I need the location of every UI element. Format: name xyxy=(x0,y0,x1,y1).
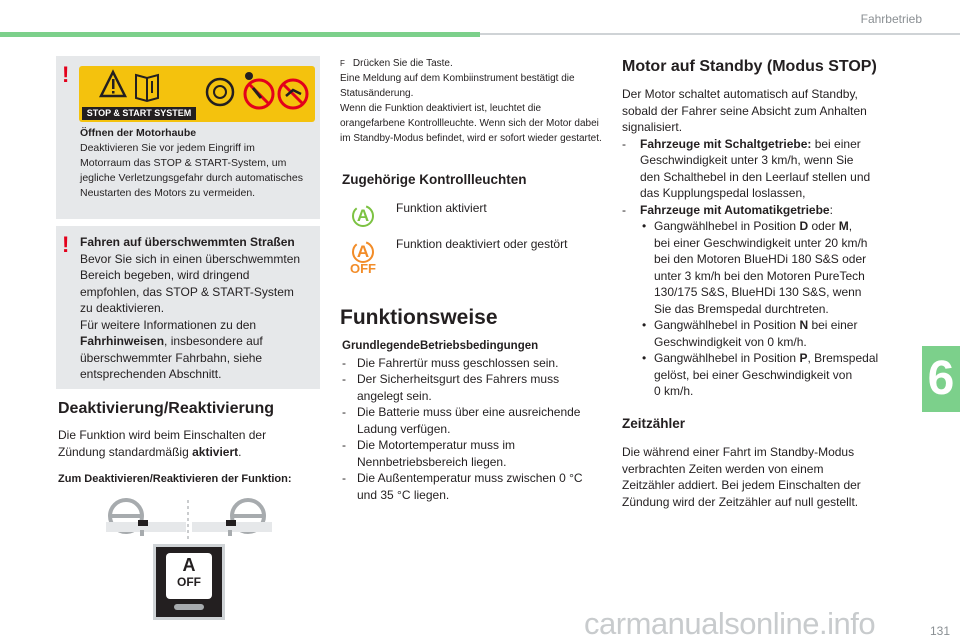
driving-tips-ref: Fahrhinweisen xyxy=(80,334,165,348)
warning-mark-icon: ! xyxy=(62,62,70,87)
deactivation-subheading: Zum Deaktivieren/Reaktivieren der Funktion: xyxy=(58,473,292,485)
conditions-list xyxy=(342,355,604,504)
header-rule xyxy=(480,33,960,35)
indicator-strip xyxy=(174,604,204,610)
button-face xyxy=(166,553,212,599)
hood-warning-title: Öffnen der Motorhaube xyxy=(80,127,197,139)
standby-text: Der Motor schaltet automatisch auf Standby, sobald der Fahrer seine Absicht zum Anhalten signalisiert. - Fahrzeuge mit Schaltgetriebe: bei einer Geschwindigkeit unter 3 km/h, wenn Sie den Schalthebel in den Leerlauf stellen und das Kupplungspedal loslassen, - Fahrzeuge mit Automatikgetriebe: • Gangwählhebel in Position D oder M, bei einer Geschwindigkeit unter 20 km/h bei den Motoren BlueHDi 180 S&S oder unter 3 km/h bei den Motoren PureTech 130/175 S&S, BlueHDi 130 S&S, wenn Sie das Bremspedal durchtreten. • Gangwählhebel in Position N bei einer Geschwindigkeit von 0 km/h. • Gangwählhebel in Position P, Bremspedal gelöst, bei einer Geschwindigkeit von 0 km/h. xyxy=(622,86,912,400)
dashboard-location-icon xyxy=(100,498,276,546)
flood-warning-title: Fahren auf überschwemmten Straßen xyxy=(80,235,295,249)
sticker-label: STOP & START SYSTEM xyxy=(82,107,196,120)
flood-warning-line: empfohlen, das STOP & START-System xyxy=(80,284,294,299)
bullet-item: • Gangwählhebel in Position D oder M, xyxy=(642,219,853,233)
bullet-item: • Gangwählhebel in Position N bei einer xyxy=(642,318,858,332)
lamp-active-icon: A xyxy=(348,204,378,230)
flood-warning-text xyxy=(80,234,316,383)
warning-mark-icon: ! xyxy=(62,232,70,257)
hood-warning-line: jegliche Verletzungsgefahr durch automatisches xyxy=(80,172,303,184)
off-label: OFF xyxy=(177,575,201,589)
manual-gearbox-item: - Fahrzeuge mit Schaltgetriebe: bei einer xyxy=(622,136,861,151)
auto-stop-icon: A xyxy=(182,555,196,575)
section-title: Fahrbetrieb xyxy=(860,12,922,26)
hood-warning-text xyxy=(80,126,316,201)
condition-item: Ladung verfügen. xyxy=(357,421,451,436)
condition-item: - Die Außentemperatur muss zwischen 0 °C xyxy=(342,471,583,485)
watermark: carmanualsonline.info xyxy=(584,606,876,641)
conditions-block xyxy=(342,338,604,503)
bullet-item: • Gangwählhebel in Position P, Bremspedal xyxy=(642,351,879,365)
deactivation-heading: Deaktivierung/Reaktivierung xyxy=(58,400,275,417)
flood-warning-line: entsprechenden Abschnitt. xyxy=(80,367,222,381)
standby-heading: Motor auf Standby (Modus STOP) xyxy=(622,58,877,75)
timer-heading: Zeitzähler xyxy=(622,416,686,431)
condition-item: - Die Motortemperatur muss im xyxy=(342,438,516,452)
hood-warning-line: Motorraum das STOP & START-System, um xyxy=(80,157,287,169)
flood-warning-line: Für weitere Informationen zu den xyxy=(80,317,257,332)
chapter-tab: 6 xyxy=(922,346,960,412)
condition-item: - Der Sicherheitsgurt des Fahrers muss xyxy=(342,372,560,386)
flood-warning-line: zu deaktivieren. xyxy=(80,301,165,315)
condition-item: Nennbetriebsbereich liegen. xyxy=(357,454,507,469)
condition-item: angelegt sein. xyxy=(357,388,432,403)
press-instructions: F Drücken Sie die Taste. Eine Meldung auf dem Kombiinstrument bestätigt die Statusänderung. Wenn die Funktion deaktiviert ist, leuchtet die orangefarbene Kontrollleuchte. Wenn sich der Motor dabei im Standby-Modus befindet, wird er sofort wieder gestartet. xyxy=(340,58,602,144)
deactivation-text: Die Funktion wird beim Einschalten der Zündung standardmäßig aktiviert. xyxy=(58,428,267,459)
condition-item: und 35 °C liegen. xyxy=(357,487,450,502)
condition-item: - Die Fahrertür muss geschlossen sein. xyxy=(342,355,559,370)
timer-text: Die während einer Fahrt im Standby-Modus verbrachten Zeiten werden von einem Zeitzähler addiert. Bei jedem Einschalten der Zündung wird der Zeitzähler auf null gestellt. xyxy=(622,445,861,509)
automatic-gearbox-item: - Fahrzeuge mit Automatikgetriebe: xyxy=(622,202,833,217)
flood-warning-line: Bereich begeben, wird dringend xyxy=(80,268,250,282)
page-number: 131 xyxy=(929,624,950,638)
hood-warning-line: Deaktivieren Sie vor jedem Eingriff im xyxy=(80,142,255,154)
lamp-active-label: Funktion aktiviert xyxy=(396,201,487,215)
flood-warning-line: überschwemmter Fahrbahn, siehe xyxy=(80,350,263,365)
lamps-heading: Zugehörige Kontrollleuchten xyxy=(342,172,527,187)
condition-item: - Die Batterie muss über eine ausreichende xyxy=(342,405,581,419)
press-step-icon: F xyxy=(340,59,345,68)
flood-warning-line: Fahrhinweisen, insbesondere auf xyxy=(80,334,263,348)
stop-start-button[interactable] xyxy=(153,544,225,620)
lamp-off-icon: A OFF xyxy=(350,242,376,276)
hood-warning-line: Neustarten des Motors zu vermeiden. xyxy=(80,187,256,199)
chapter-color-bar xyxy=(0,32,480,37)
function-heading: Funktionsweise xyxy=(340,306,498,329)
lamp-off-label: Funktion deaktiviert oder gestört xyxy=(396,237,568,251)
conditions-heading: GrundlegendeBetriebsbedingungen xyxy=(342,340,539,352)
flood-warning-line: Bevor Sie sich in einen überschwemmten xyxy=(80,251,301,266)
